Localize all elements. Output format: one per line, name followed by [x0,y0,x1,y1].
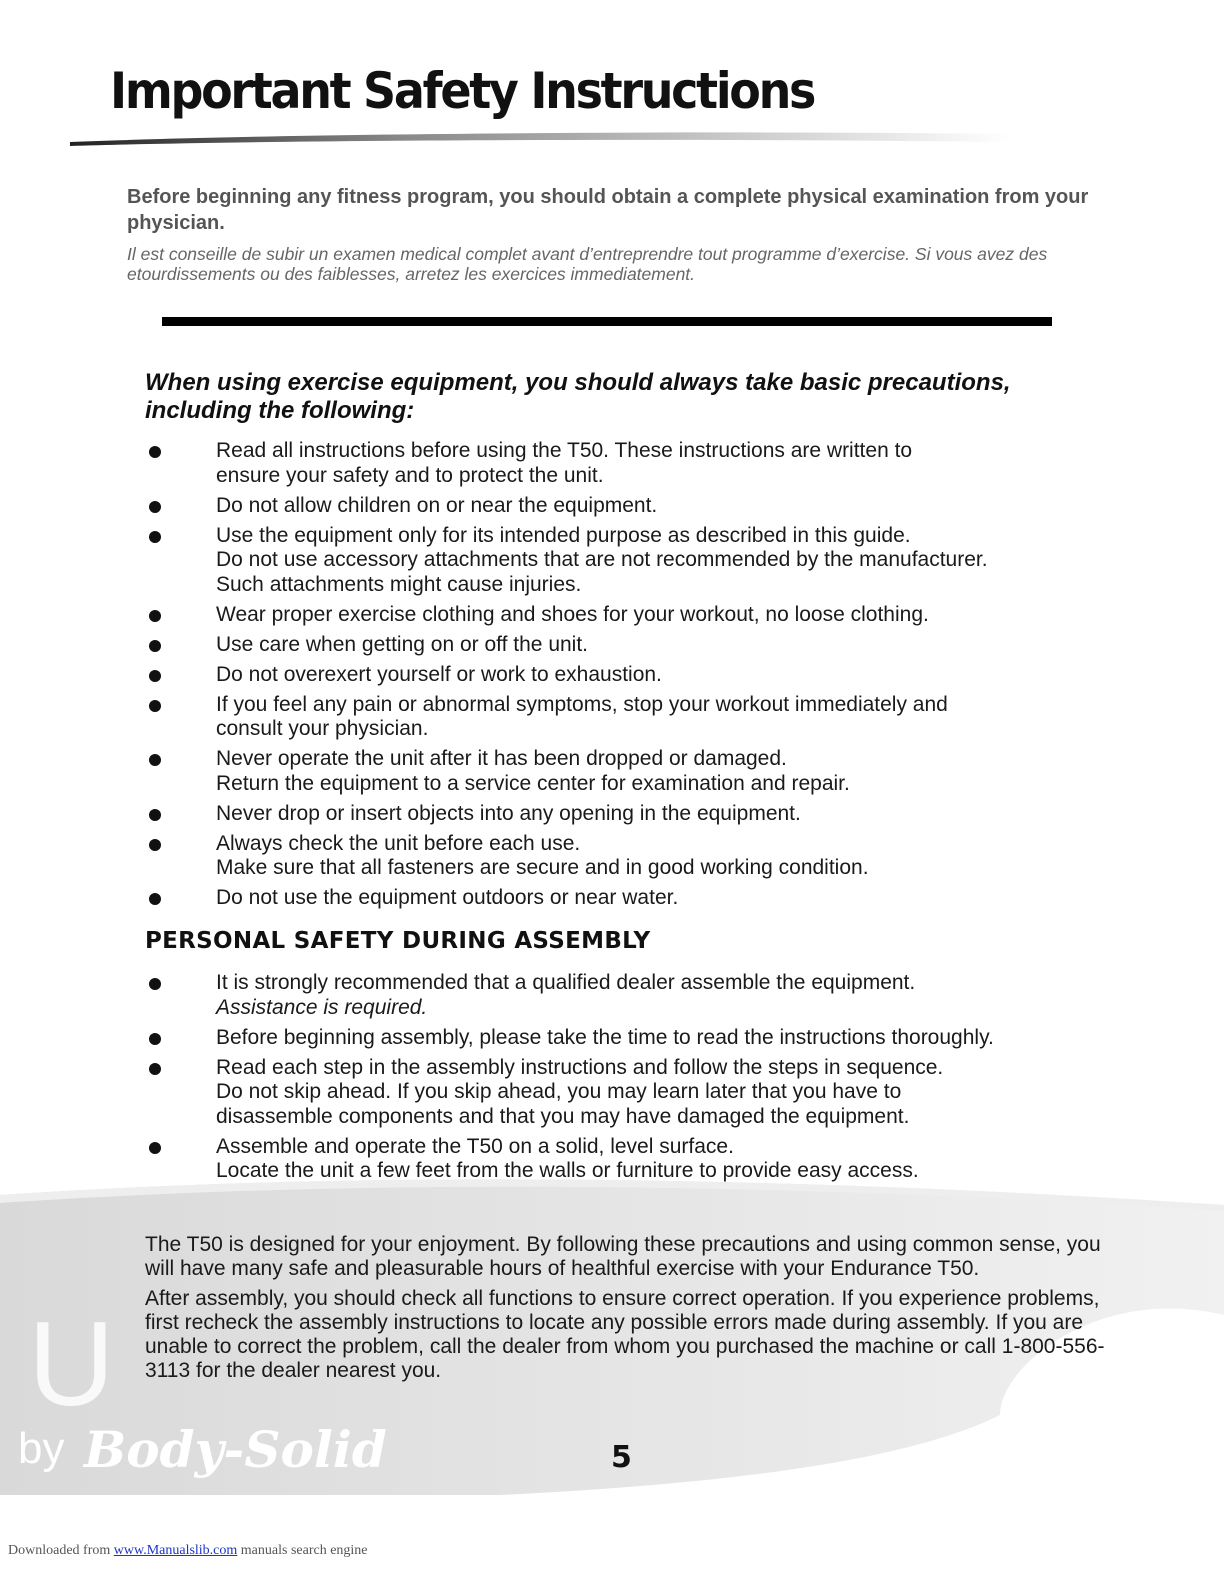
intro-french: Il est conseille de subir un examen medical complet avant d’entreprendre tout programme d’exercise. Si vous avez des etourdissements ou des faiblesses, arretez les exercices immediatement. [127,244,1048,284]
bullet-icon [149,670,161,682]
assembly-heading: PERSONAL SAFETY DURING ASSEMBLY [145,928,651,954]
list-item: Read all instructions before using the T50. These instructions are written to ensure your safety and to protect the unit. [145,439,1120,488]
bullet-icon [149,501,161,513]
bullet-icon [149,893,161,905]
page-title: Important Safety Instructions [110,62,815,120]
list-item: It is strongly recommended that a qualified dealer assemble the equipment. Assistance is required. [145,971,1120,1020]
bullet-icon [149,1063,161,1075]
title-underline-swoosh [70,130,1010,150]
bullet-icon [149,978,161,990]
list-item: Always check the unit before each use. Make sure that all fasteners are secure and in good working condition. [145,832,1120,881]
footer-prefix: Downloaded from [8,1543,114,1558]
bullet-icon [149,446,161,458]
bullet-icon [149,640,161,652]
closing-paragraph: After assembly, you should check all functions to ensure correct operation. If you experience problems, first recheck the assembly instructions to locate any possible errors made during assembly. If you are unable to correct the problem, call the dealer from whom you purchased the machine or call 1-800-556-3113 for the dealer nearest you. [145,1287,1105,1382]
list-item: Read each step in the assembly instructions and follow the steps in sequence. Do not skip ahead. If you skip ahead, you may learn later that you have to disassemble components and that you may have damaged the equipment. [145,1056,1120,1130]
list-item: Do not overexert yourself or work to exhaustion. [145,663,1120,688]
bullet-icon [149,754,161,766]
precautions-heading: When using exercise equipment, you should always take basic precautions, including the following: [145,369,1011,424]
watermark-brand-logo: Body-Solid [84,1420,387,1479]
footer-suffix: manuals search engine [237,1543,368,1558]
list-item: Do not allow children on or near the equipment. [145,494,1120,519]
list-item: Never drop or insert objects into any opening in the equipment. [145,802,1120,827]
list-item: Before beginning assembly, please take the time to read the instructions thoroughly. [145,1026,1120,1051]
bullet-icon [149,839,161,851]
intro-english: Before beginning any fitness program, you should obtain a complete physical examination from your physician. [127,186,1089,234]
precautions-list [145,439,1120,916]
watermark-letter: U [28,1297,115,1431]
list-item: If you feel any pain or abnormal symptoms, stop your workout immediately and consult your physician. [145,693,1120,742]
list-item: Wear proper exercise clothing and shoes for your workout, no loose clothing. [145,603,1120,628]
watermark-by: by [18,1424,65,1473]
manualslib-link[interactable]: www.Manualslib.com [113,1543,238,1558]
bullet-icon [149,700,161,712]
page-number: 5 [611,1440,632,1475]
closing-text [145,1233,1120,1389]
bullet-icon [149,809,161,821]
list-item: Do not use the equipment outdoors or near water. [145,886,1120,911]
bullet-icon [149,1033,161,1045]
bullet-icon [149,531,161,543]
list-item: Use care when getting on or off the unit. [145,633,1120,658]
list-item: Never operate the unit after it has been dropped or damaged. Return the equipment to a service center for examination and repair. [145,747,1120,796]
closing-paragraph: The T50 is designed for your enjoyment. By following these precautions and using common sense, you will have many safe and pleasurable hours of healthful exercise with your Endurance T50. [145,1233,1101,1280]
footer [8,1543,368,1559]
bullet-icon [149,1142,161,1154]
list-item: Use the equipment only for its intended purpose as described in this guide. Do not use accessory attachments that are not recommended by the manufacturer. Such attachments might cause injuries. [145,524,1120,598]
assembly-list [145,971,1120,1189]
section-divider [162,317,1052,326]
bullet-icon [149,610,161,622]
list-item: Assemble and operate the T50 on a solid, level surface. Locate the unit a few feet from the walls or furniture to provide easy access. [145,1135,1120,1184]
